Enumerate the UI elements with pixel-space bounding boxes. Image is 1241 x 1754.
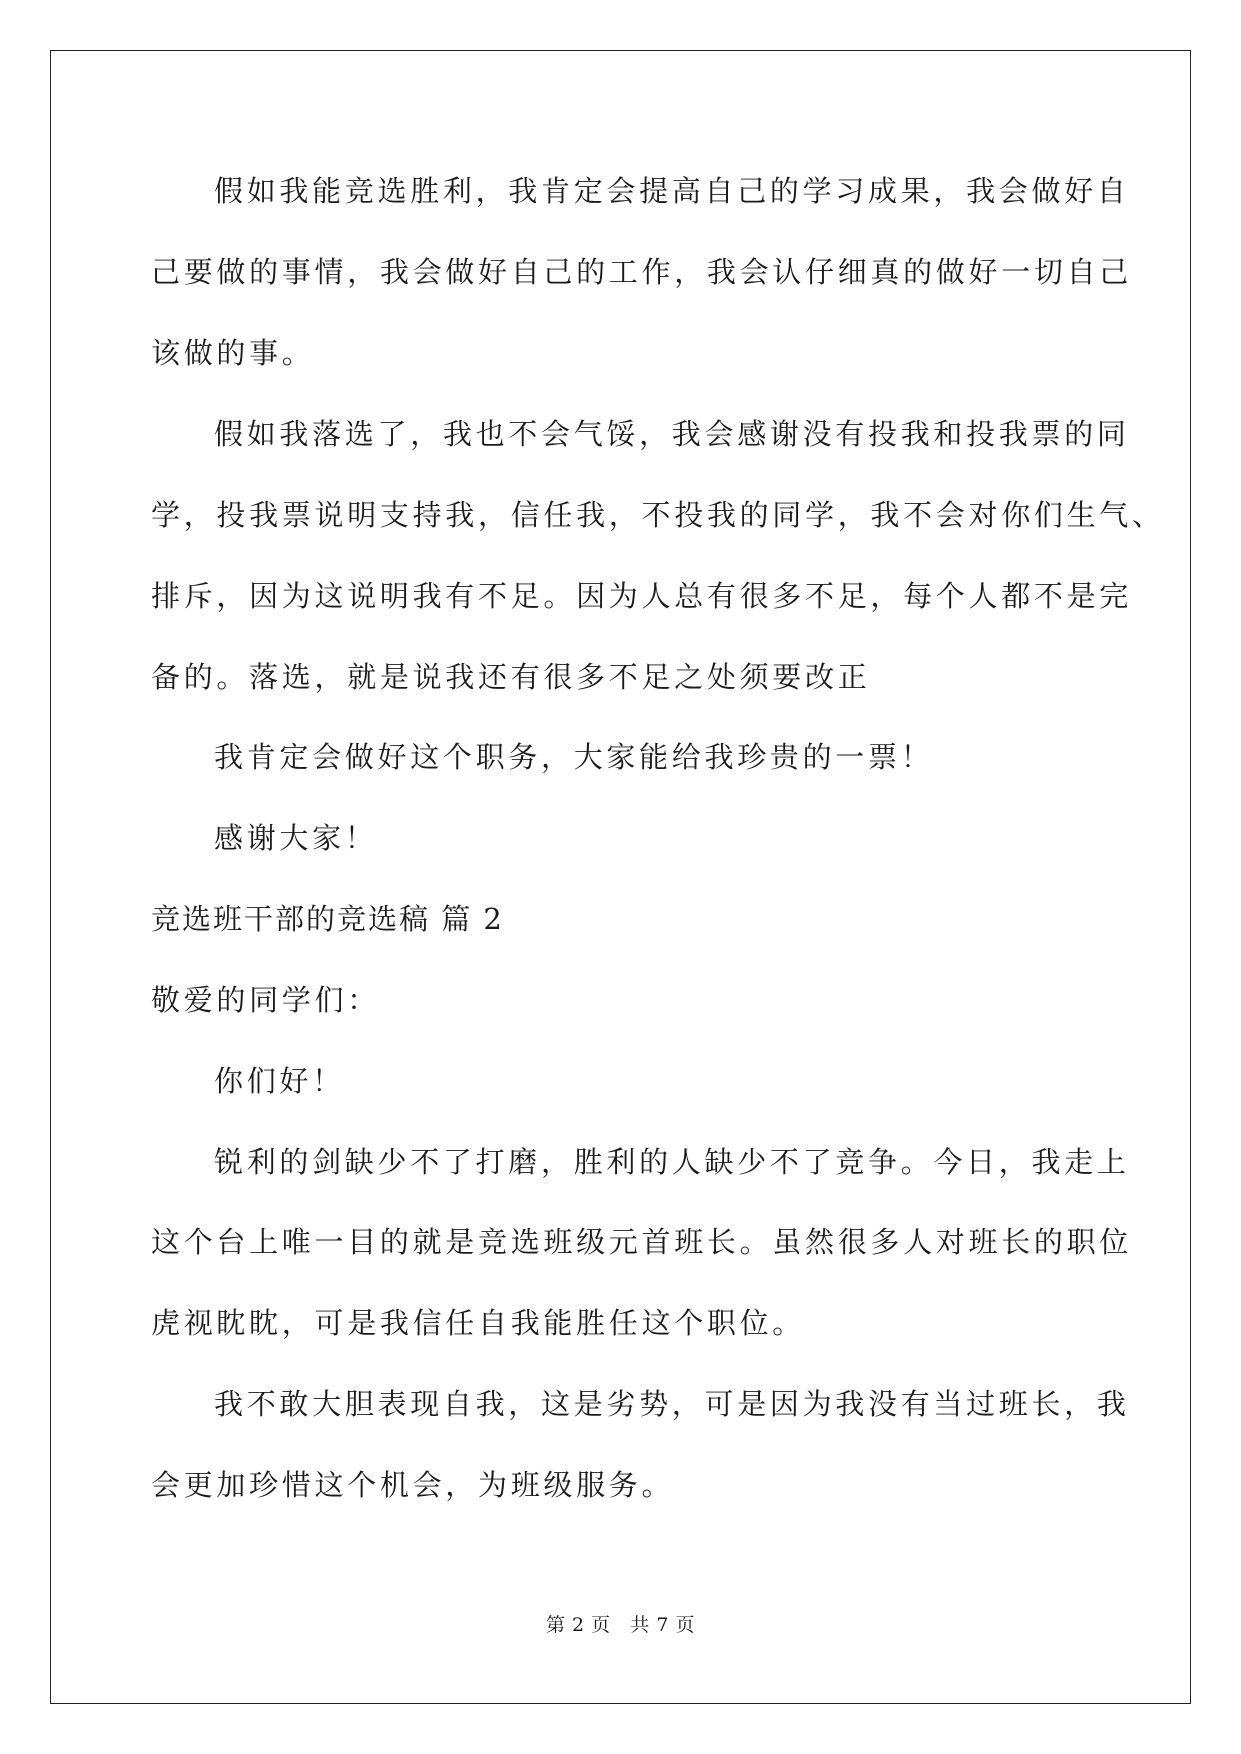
body-line: 假如我能竞选胜利，我肯定会提高自己的学习成果，我会做好自	[214, 174, 1130, 208]
body-line: 学，投我票说明支持我，信任我，不投我的同学，我不会对你们生气、	[151, 498, 1165, 532]
body-line: 锐利的剑缺少不了打磨，胜利的人缺少不了竞争。今日，我走上	[214, 1145, 1130, 1179]
body-line: 己要做的事情，我会做好自己的工作，我会认仔细真的做好一切自己	[151, 255, 1133, 289]
page-number: 第 2 页 共 7 页	[546, 1614, 695, 1636]
body-line: 排斥，因为这说明我有不足。因为人总有很多不足，每个人都不是完	[151, 579, 1133, 613]
body-line: 该做的事。	[151, 336, 315, 370]
section-heading: 竞选班干部的竞选稿 篇 2	[151, 902, 504, 936]
greeting: 你们好！	[214, 1064, 345, 1098]
body-line: 感谢大家！	[214, 821, 378, 855]
salutation: 敬爱的同学们：	[151, 983, 380, 1017]
body-line: 我不敢大胆表现自我，这是劣势，可是因为我没有当过班长，我	[214, 1387, 1130, 1421]
body-line: 备的。落选，就是说我还有很多不足之处须要改正	[151, 660, 871, 694]
body-line: 会更加珍惜这个机会，为班级服务。	[151, 1468, 675, 1502]
body-line: 我肯定会做好这个职务，大家能给我珍贵的一票！	[214, 740, 934, 774]
body-line: 虎视眈眈，可是我信任自我能胜任这个职位。	[151, 1306, 806, 1340]
body-line: 假如我落选了，我也不会气馁，我会感谢没有投我和投我票的同	[214, 417, 1130, 451]
body-line: 这个台上唯一目的就是竞选班级元首班长。虽然很多人对班长的职位	[151, 1225, 1133, 1259]
page-border	[50, 50, 1191, 1704]
